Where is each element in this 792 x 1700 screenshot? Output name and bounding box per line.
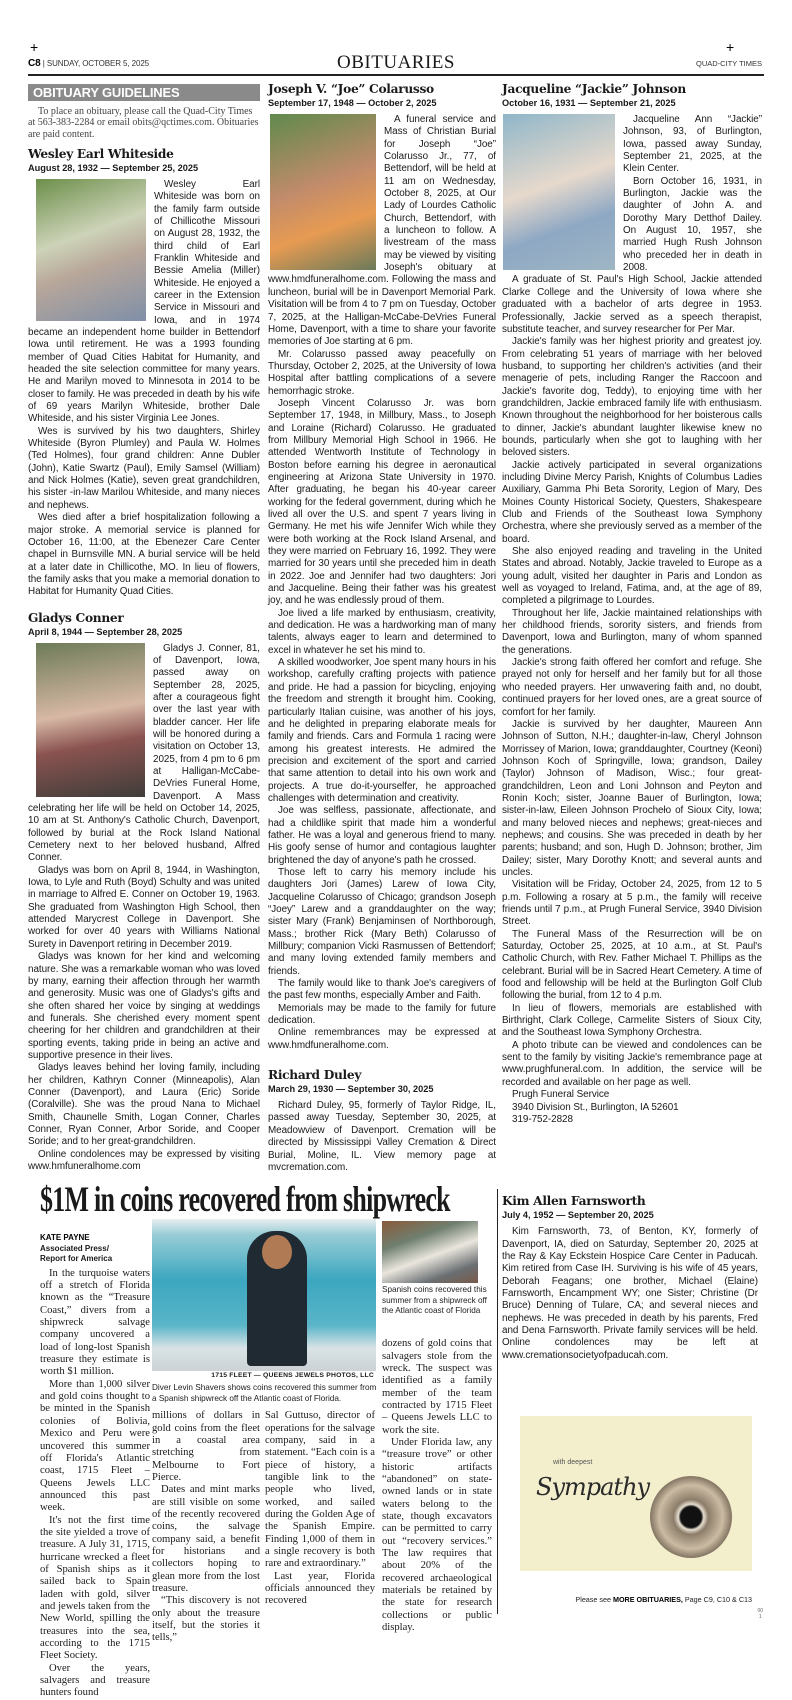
paragraph: dozens of gold coins that salvagers stole from the wreck. The suspect was identified as a family member of the team contracted by 1715 Fleet – Queens Jewels LLC to work the site.: [382, 1338, 492, 1436]
paper-name: QUAD-CITY TIMES: [696, 59, 762, 68]
paragraph: She also enjoyed reading and traveling in the United States and abroad. Notably, Jackie traveled to Europe as a young adult, visited her daughter in Paris and London as well as voyaged to Ireland, Fatima, and, at the age of 89, completed a pilgrimage to Lourdes.: [502, 546, 762, 607]
obituary-name: Richard Duley: [268, 1068, 362, 1083]
paragraph: Richard Duley, 95, formerly of Taylor Ridge, IL, passed away Tuesday, September 30, 2025, at Meadowview of Davenport. Cremation will be directed by Mississippi Valley Cremation & Direct Burial, Moline, IL. View memory page at mvcremation.com.: [268, 1100, 496, 1173]
obituary-body: [268, 114, 496, 1052]
paragraph: Last year, Florida officials announced they recovered: [265, 1570, 375, 1607]
byline-org: Report for America: [40, 1254, 113, 1264]
paragraph: Wesley Earl Whiteside was born on the family farm outside of Chillicothe Missouri on August 28, 1932, the third child of Earl Franklin Whiteside and Bessie Amelia (Miller) Whiteside. He enjoyed a career in the Extension Service in Missouri and Iowa, and in 1974 became an independent home builder in Bettendorf Iowa until retirement. He was a 1993 founding member of Quad Cities Habitat for Humanity, and headed the site selection committee for many years. He and Marilyn moved to Minnesota in 2014 to be closer to family. He was preceded in death by his wife of 69 years Marilyn Whiteside, brother Dale Whiteside, and his sister Virginia Lee Jones.: [28, 178, 260, 425]
paragraph: More than 1,000 silver and gold coins thought to be minted in the Spanish colonies of Bolivia, Mexico and Peru were uncovered this summer off Florida's Atlantic coast, 1715 Fleet – Queens Jewels LLC announced this past week.: [40, 1378, 150, 1514]
paragraph: A graduate of St. Paul's High School, Jackie attended Clarke College and the University of Iowa where she graduated with a bachelor of arts degree in 1953. Professionally, Jackie served as a speech therapist, substitute teacher, and survey researcher for Per Mar.: [502, 274, 762, 335]
article-headline: $1M in coins recovered from shipwreck: [40, 1179, 450, 1220]
paragraph: Online condolences may be expressed by visiting www.hmfuneralhome.com: [28, 1148, 260, 1173]
paragraph: Jackie's strong faith offered her comfort and refuge. She prayed not only for herself and her family but for all those who needed prayers. Her unwavering faith and, no doubt, continued prayers for her loved ones, are a great source of comfort for her family.: [502, 657, 762, 718]
paragraph: millions of dollars in gold coins from the fleet in a coastal area stretching from Melbourne to Fort Pierce.: [152, 1410, 260, 1483]
sympathy-script-text: Sympathy: [536, 1473, 650, 1502]
byline-author: KATE PAYNE: [40, 1233, 90, 1243]
obituaries-section: [0, 82, 792, 1174]
diver-photo: [152, 1219, 376, 1371]
article-text: [40, 1268, 150, 1700]
diver-face: [262, 1235, 292, 1269]
issue-date: SUNDAY, OCTOBER 5, 2025: [46, 59, 150, 68]
paragraph: Joe lived a life marked by enthusiasm, creativity, and dedication. He was a hardworking man of many talents, always eager to learn and determined to excel in whatever he set his mind to.: [268, 607, 496, 656]
paragraph: 3940 Division St., Burlington, IA 52601: [512, 1101, 679, 1113]
obituary-body: [28, 643, 260, 1174]
paragraph: It's not the first time the site yielded a trove of treasure. A July 31, 1715, hurricane wrecked a fleet of Spanish ships as it sailed back to Spain laden with gold, silver and jewels taken from the New World, spilling the treasures into the sea, according to the 1715 Fleet Society.: [40, 1514, 150, 1662]
column-1: [28, 82, 260, 1173]
paragraph: The family would like to thank Joe's caregivers of the past few months, especially Amber and Faith.: [268, 978, 496, 1002]
paragraph: Under Florida law, any “treasure trove” or other historic artifacts “abandoned” on state-owned lands or in state waters belong to the state, though excavators can be permitted to carry out “recovery services.” The law requires that about 20% of the recovered archaeological materials be retained by the state for research collections or public display.: [382, 1436, 492, 1634]
paragraph: 319-752-2828: [512, 1113, 573, 1125]
paragraph: Joe was selfless, passionate, affectionate, and had a childlike spirit that made him a wonderful father. He was a loyal and generous friend to many. His goofy sense of humor and contagious laughter brightened the day of anyone's path he crossed.: [268, 805, 496, 866]
paragraph: Gladys was known for her kind and welcoming nature. She was a remarkable woman who was loved by many, earning their affection through her warmth and generosity. Music was one of Gladys's gifts and she often shared her voice by singing at weddings and funerals. She cherished every moment spent cheering for her children and grandchildren at their sporting events, taking pride in being an active and supportive presence in their lives.: [28, 951, 260, 1061]
section-title: OBITUARIES: [337, 52, 455, 73]
crop-mark-icon: +: [726, 39, 735, 55]
coins-photo-caption: Spanish coins recovered this summer from a shipwreck off the Atlantic coast of Florida: [382, 1285, 487, 1315]
paragraph: Those left to carry his memory include his daughters Jori (James) Larew of Iowa City, Jacqueline Colarusso of Chicago; grandson Joseph “Joey” Larew and a granddaughter on the way; sister Mary (Frank) Benjaminsen of Northborough, Mass.; brother Rick (Mary Beth) Colarusso of Millbury; companion Vicki Rasmussen of Bettendorf; and many loving extended family members and friends.: [268, 866, 496, 977]
paragraph: Over the years, salvagers and treasure hunters found: [40, 1662, 150, 1699]
byline-org: Associated Press/: [40, 1243, 109, 1253]
paragraph: Throughout her life, Jackie maintained relationships with her childhood friends, sorority sisters, and friends from Davenport, Iowa and Burlington, many of whom spanned the generations.: [502, 607, 762, 656]
paragraph: Born October 16, 1931, in Burlington, Jackie was the daughter of John A. and Dorothy Mary Detthof Dailey. On August 10, 1957, she married Hugh Rush Johnson who preceded her in death in 2008.: [623, 175, 762, 274]
paragraph: “This discovery is not only about the treasure itself, but the stories it tells,”: [152, 1595, 260, 1644]
flower-image: [650, 1476, 732, 1558]
paragraph: Dates and mint marks are still visible on some of the recently recovered coins, the salvage company said, a benefit for historians and collectors hoping to glean more from the lost treasure.: [152, 1484, 260, 1594]
obituary-name: Jacqueline “Jackie” Johnson: [502, 82, 686, 96]
coins-photo: [382, 1221, 478, 1283]
paragraph: Prugh Funeral Service: [512, 1089, 610, 1101]
article-column-4: [382, 1338, 492, 1634]
obituary-name: Joseph V. “Joe” Colarusso: [268, 82, 434, 96]
paragraph: Gladys was born on April 8, 1944, in Washington, Iowa, to Lyle and Ruth (Boyd) Schulty and was united in marriage to Alfred E. Conner on October 19, 1963. She graduated from Washington High School, then attended Marycrest College in Davenport. She worked for over 40 years with Williams National Surety in Davenport retiring in December 2019.: [28, 864, 260, 950]
article-byline: [40, 1233, 150, 1265]
obituary-jacqueline: [502, 82, 762, 1126]
obituary-joseph: [268, 82, 496, 1052]
page-code-line: 1: [758, 1614, 762, 1621]
paragraph: In lieu of flowers, memorials are established with Birthright, Clark College, Carmelite Sisters of Sioux City, and the Southeast Iowa Symphony Orchestra.: [502, 1002, 762, 1039]
portrait-photo: [36, 643, 145, 797]
column-2: [268, 82, 496, 1174]
page-code: [757, 1608, 763, 1620]
obituary-dates: August 28, 1932 — September 25, 2025: [28, 162, 199, 173]
article-column-2: [152, 1410, 260, 1645]
portrait-photo: [270, 114, 376, 270]
referral-prefix: Please see: [575, 1595, 611, 1605]
paragraph: Memorials may be made to the family for future dedication.: [268, 1002, 496, 1027]
page-content: [0, 82, 792, 1699]
paragraph: Online remembrances may be expressed at www.hmdfuneralhome.com.: [268, 1027, 496, 1051]
paragraph: Jackie's family was her highest priority and greatest joy. From celebrating 51 years of marriage with her beloved husband, to supporting her children's activities (and their menagerie of pets, including Ranger the Raccoon and Jackie's favorite dog, Teddy), to enjoying time with her grandchildren, Jackie embraced family life with enthusiasm. Known throughout the neighborhood for her boisterous calls to dinner, Jackie's abundant laughter likewise knew no bounds, particularly when she got to laughing with her beloved sisters.: [502, 336, 762, 459]
paragraph: Visitation will be Friday, October 24, 2025, from 12 to 5 p.m. Following a rosary at 5 p.m., the family will receive friends until 7 p.m., at Prugh Funeral Service, 3940 Division Street.: [502, 879, 762, 928]
paragraph: A funeral service and Mass of Christian Burial for Joseph “Joe” Colarusso Jr., 77, of Bettendorf, will be held at 11 am on Wednesday, October 8, 2025, at Our Lady of Lourdes Catholic Church, Bettendorf, with a luncheon to follow. A livestream of the mass may be viewed by visiting Joseph's obituary at www.hmdfuneralhome.com. Following the mass and luncheon, burial will be in Davenport Memorial Park. Visitation will be from 4 to 7 pm on Tuesday, October 7, 2025, at the Halligan-McCabe-DeVries Funeral Home, Davenport, with a time to share your favorite memories of Joe starting at 6 pm.: [268, 114, 496, 348]
paragraph: Jackie actively participated in several organizations including Divine Mercy Parish, Knights of Columbus Ladies Auxiliary, Gamma Phi Beta Sorority, Legion of Mary, Des Moines County Historical Society, Questers, Shakespeare Club and Friends of the Southeast Iowa Symphony Orchestra, where she previously served as a member of the board.: [502, 459, 762, 545]
obituary-body: [28, 179, 260, 599]
obituary-dates: July 4, 1952 — September 20, 2025: [502, 1210, 654, 1221]
bottom-section: [0, 1174, 792, 1699]
obituary-name: Gladys Conner: [28, 610, 124, 625]
obituary-dates: September 17, 1948 — October 2, 2025: [268, 98, 437, 108]
paragraph: In the turquoise waters off a stretch of Florida known as the “Treasure Coast,” divers from a shipwreck salvage company uncovered a load of long-lost Spanish treasure they estimate is worth $1 million.: [40, 1267, 150, 1378]
guidelines-text: To place an obituary, please call the Quad-City Times at 563-383-2284 or email obits@qctimes.com. Obituaries are paid content.: [28, 106, 259, 140]
paragraph: Mr. Colarusso passed away peacefully on Thursday, October 2, 2025, at the University of Iowa Hospital after battling complications of a severe hemorrhagic stroke.: [268, 348, 496, 397]
paragraph: Gladys leaves behind her loving family, including her children, Kathryn Conner (Minneapolis), Alan Conner (Davenport), and Laura (Eric) Soride (Coralville). She was the proud Nana to Michael Smith, Chaunelle Smith, Logan Conner, Charles Conner, Ryan Conner, Arbor Soride, and Cooper Soride; and to her great-grandchildren.: [28, 1062, 260, 1148]
paragraph: The Funeral Mass of the Resurrection will be on Saturday, October 25, 2025, at 10 a.m., at St. Paul's Catholic Church, with Rev. Father Michael T. Phillips as the celebrant. Burial will be in Sacred Heart Cemetery. A time of food and fellowship will be held at the Burlington Golf Club following the burial, from 12 to 4 p.m.: [502, 928, 762, 1002]
paragraph: Sal Guttuso, director of operations for the salvage company, said in a statement. “Each coin is a piece of history, a tangible link to the people who lived, worked, and sailed during the Golden Age of the Spanish Empire. Finding 1,000 of them in a single recovery is both rare and extraordinary.”: [265, 1410, 375, 1570]
article-column-3: [265, 1410, 375, 1608]
page-number: C8: [28, 58, 41, 69]
paragraph: Kim Farnsworth, 73, of Benton, KY, formerly of Davenport, IA, died on Saturday, September 20, 2025 at the Ray & Kay Eckstein Hospice Care Center in Paducah. Kim retired from Case IH. Surviving is his wife of 45 years, Deborah Feagans; one brother, Michael (Elaine) Farnsworth, Encampment WY; one Sister; Christine (Dr Bruce) Denning of Tulare, CA; and several nieces and nephews. He was preceded in death by his parents, Fred and Dena Farnsworth. Private family services will be held. Online condolences may be left at www.cremationsocietyofpaducah.com.: [502, 1226, 758, 1361]
obituary-body: [268, 1100, 496, 1174]
paragraph: Wes died after a brief hospitalization following a major stroke. A memorial service is planned for October 16, 11:00, at the Ebenezer Care Center chapel in Burnsville MN. A burial service will be held at a later date in Chillicothe, MO. In lieu of flowers, the family asks that you make a memorial donation to Habitat for Humanity Quad Cities.: [28, 512, 260, 598]
obituary-richard: [268, 1068, 496, 1174]
paragraph: Joseph Vincent Colarusso Jr. was born September 17, 1948, in Millbury, Mass., to Joseph and Loraine (Richard) Colarusso. He graduated from Millbury Memorial High School in 1966. He attended Wentworth Institute of Technology in Boston before earning his degree in aeronautical engineering at Arizona State University in 1970. After graduating, he began his 40-year career working for the federal government, during which he lived all over the U.S. and spent 7 years living in Germany. He met his wife Jennifer Wich while they were both working at the Rock Island Arsenal, and they were married on February 16, 1992. They were married for 30 years until she preceded him in death in 2022. Joe and Jennifer had two daughters: Jori and Jacqueline. Being their father was his greatest joy, and he was endlessly proud of them.: [268, 397, 496, 607]
obituary-body: [502, 1226, 758, 1362]
article-column-1: [40, 1233, 150, 1700]
header-rule: [28, 74, 764, 76]
portrait-photo: [36, 179, 146, 321]
guidelines-title: OBITUARY GUIDELINES: [28, 84, 260, 101]
portrait-photo: [503, 114, 615, 270]
column-3: [502, 82, 762, 1126]
obituary-kim: [502, 1194, 758, 1362]
more-obituaries-referral: [575, 1595, 752, 1604]
obituary-dates: April 8, 1944 — September 28, 2025: [28, 626, 183, 637]
paragraph: Jacqueline Ann “Jackie” Johnson, 93, of Burlington, Iowa, passed away Sunday, September 21, 2025, at the Klein Center.: [623, 114, 762, 175]
page-folio: C8 | SUNDAY, OCTOBER 5, 2025: [28, 58, 150, 69]
sympathy-small-text: with deepest: [553, 1459, 593, 1467]
obituary-name: Wesley Earl Whiteside: [28, 146, 174, 161]
obituary-body: [502, 114, 762, 1126]
paragraph: Gladys J. Conner, 81, of Davenport, Iowa, passed away on September 28, 2025, after a courageous fight over the last year with bladder cancer. Her life will be honored during a visitation on October 13, 2025, from 4 pm to 6 pm at Halligan-McCabe-DeVries Funeral Home, Davenport. A Mass celebrating her life will be held on October 14, 2025, 10 am at St. Anthony's Catholic Church, Davenport, followed by burial at the Rock Island National Cemetery next to her beloved husband, Alfred Conner.: [28, 642, 260, 864]
obituary-dates: October 16, 1931 — September 21, 2025: [502, 98, 676, 108]
column-divider: [497, 1189, 498, 1614]
referral-link[interactable]: MORE OBITUARIES,: [612, 1595, 683, 1605]
paragraph: Jackie is survived by her daughter, Maureen Ann Johnson of Sutton, N.H.; daughter-in-law, Cheryl Johnson Morrissey of Marion, Iowa; granddaughter, Courtney (Keoni) Johnson Koch of Springville, Iowa; grandson, Dailey (Taylor) Johnson of Madison, Wisc.; four great-grandchildren, Leon and Loni Johnson and Peyton and Ronin Koch; sister, Joanne Bauer of Burlington, Iowa; sister-in-law, Eileen Johnson Procheło of Sioux City, Iowa; and many beloved nieces and nephews; great-nieces and nephews; and cousins. She was preceded in death by her parents; husband; and son, Hugh D. Johnson; brother, Jim Dailey; sister, Mary Dorothy Knott; and several aunts and uncles.: [502, 718, 762, 878]
obituary-wesley: [28, 147, 260, 599]
obituary-gladys: [28, 611, 260, 1174]
photo-caption: Diver Levin Shavers shows coins recovered this summer from a Spanish shipwreck off the Atlantic coast of Florida.: [152, 1383, 377, 1403]
paragraph: A skilled woodworker, Joe spent many hours in his workshop, carefully crafting projects with patience and pride. He had a passion for bicycling, enjoying the freedom and strength it brought him. Cooking, particularly Italian cuisine, was another of his joys, and he delighted in preparing elaborate meals for family and friends. Cars and Formula 1 racing were among his greatest interests. He admired the precision and excitement of the sport and carried that same attention to detail into his own work and projects. A true do-it-yourselfer, he approached challenges with determination and creativity.: [268, 657, 496, 804]
guidelines-box: [28, 84, 260, 140]
sympathy-ad: [520, 1416, 752, 1571]
obituary-dates: March 29, 1930 — September 30, 2025: [268, 1084, 434, 1095]
photo-credit: 1715 FLEET — QUEENS JEWELS PHOTOS, LLC: [211, 1372, 374, 1380]
crop-mark-icon: +: [30, 39, 39, 55]
referral-pages: Page C9, C10 & C13: [684, 1595, 752, 1605]
paragraph: A photo tribute can be viewed and condolences can be sent to the family by visiting Jackie's remembrance page at www.prughfuneral.com. In addition, the service will be recorded and available on her page as well.: [502, 1039, 762, 1088]
obituary-name: Kim Allen Farnsworth: [502, 1194, 646, 1209]
paragraph: Wes is survived by his two daughters, Shirley Whiteside (Byron Plumley) and Paula W. Holmes (Ted Holmes), four grand children: Anne Dubler (John), Katie Swartz (Paul), Emily Samsel (William) and Nick Holmes (Katie), seven great grandchildren, his sister -in-law Marilou Whiteside, and many nieces and nephews.: [28, 425, 260, 511]
page-code-line: 00: [757, 1608, 763, 1615]
